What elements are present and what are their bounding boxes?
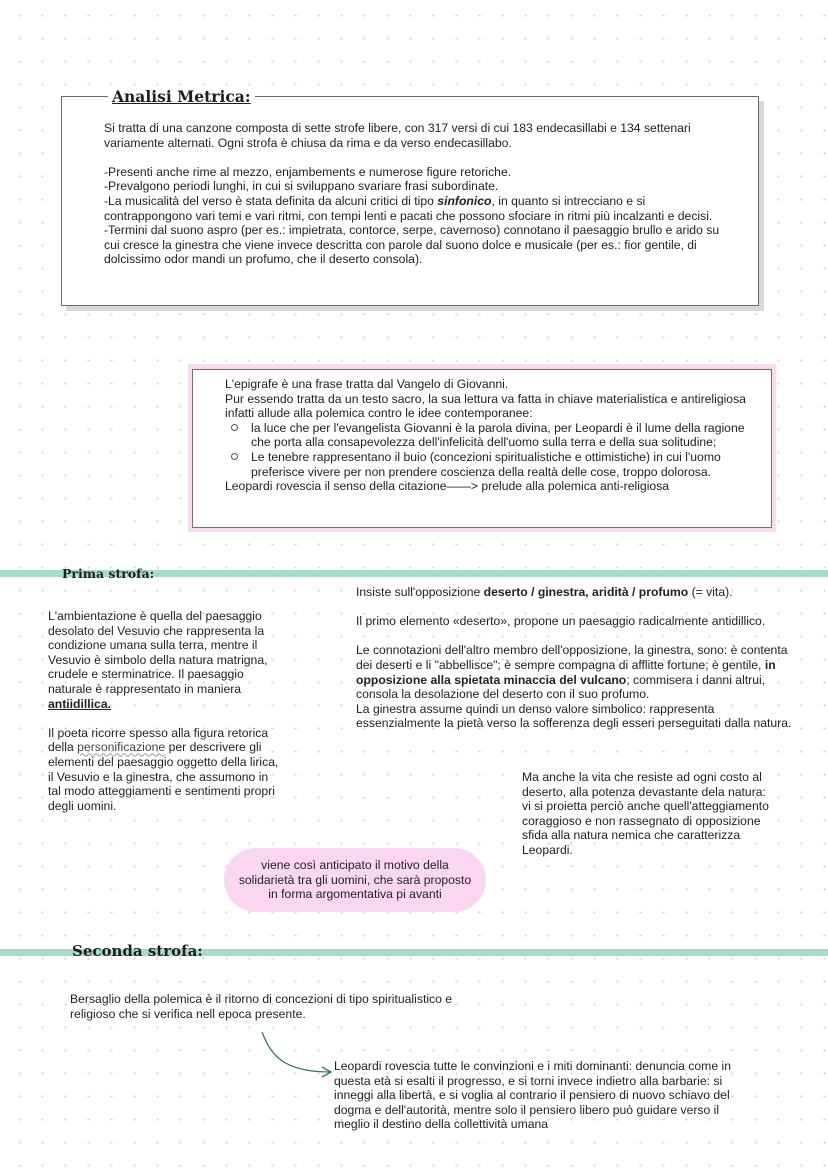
epigrafe-list — [225, 421, 755, 479]
solidarieta-highlight-note: viene così anticipato il motivo della solidarietà tra gli uomini, che sarà proposto in forma argomentativa pi avanti — [224, 848, 486, 912]
metrica-point-3: -La musicalità del verso è stata definita da alcuni critici di tipo sinfonico, in quanto si intrecciano e si contrappongono vari temi e vari ritmi, con tempi lenti e pacati che possono sfociare in ritmi più incalzanti e decisi. — [104, 193, 713, 223]
seconda-paragraph-2: Leopardi rovescia tutte le convinzioni e i miti dominanti: denuncia come in questa età si esalti il progresso, e si torni invece indietro alla barbarie: si inneggi alla libertà, e si voglia al contrario il pensiero di nuovo schiavo del dogma e dell'autorità, mentre solo il pensiero libero può guidare verso il meglio il destino della collettività umana — [334, 1059, 731, 1132]
metrica-point-4: -Termini dal suono aspro (per es.: impietrata, contorce, serpe, cavernoso) connotano il paesaggio brullo e arido su cui cresce la ginestra che viene invece descritta con parole dal suono dolce e musicale (per es.: fior gentile, di dolcissimo odor mandi un profumo, che il deserto consola). — [104, 223, 720, 267]
seconda-paragraph-1: Bersaglio della polemica è il ritorno di concezioni di tipo spiritualistico e religioso che si verifica nell epoca presente. — [70, 992, 453, 1021]
circle-bullet-icon — [231, 453, 238, 460]
metrica-intro: Si tratta di una canzone composta di sette strofe libere, con 317 versi di cui 183 endecasillabi e 134 settenari variamente alternati. Ogni strofa è chiusa da rima e da verso endecasillabo. — [104, 121, 691, 150]
prima-strofa-title: Prima strofa: — [62, 566, 155, 581]
prima-left-column — [48, 609, 284, 813]
circle-bullet-icon — [231, 424, 238, 431]
prima-right-paragraph-4: La ginestra assume quindi un denso valore simbolico: rappresenta essenzialmente la pietà verso la sofferenza degli esseri perseguitati dalla natura. — [356, 701, 792, 731]
prima-right-column — [356, 585, 801, 731]
prima-left-paragraph-2: Il poeta ricorre spesso alla figura retorica della personificazione per descrivere gli elementi del paesaggio oggetto della lirica, il Vesuvio e la ginestra, che assumono in tal modo atteggiamenti e sentimenti propri degli uomini. — [48, 725, 279, 813]
metrica-point-1: -Presenti anche rime al mezzo, enjambements e numerose figure retoriche. — [104, 164, 512, 179]
curved-arrow-icon — [258, 1030, 338, 1080]
epigrafe-line-1: L'epigrafe è una frase tratta dal Vangelo di Giovanni. — [225, 377, 509, 391]
prima-left-paragraph-1: L'ambientazione è quella del paesaggio desolato del Vesuvio che rappresenta la condizione umana sulla terra, mentre il Vesuvio è simbolo della natura matrigna, crudele e sterminatrice. Il paesaggio naturale è rappresentato in maniera antiidillica. — [48, 609, 268, 711]
epigrafe-line-2: Pur essendo tratta da un testo sacro, la sua lettura va fatta in chiave materialistica e antireligiosa infatti allude alla polemica contro le idee contemporanee: — [225, 391, 746, 421]
metrica-text — [104, 121, 724, 267]
metrica-point-2: -Prevalgono periodi lunghi, in cui si sviluppano svariare frasi subordinate. — [104, 179, 499, 194]
prima-right-paragraph-2: Il primo elemento «deserto», propone un paesaggio radicalmente antidillico. — [356, 614, 766, 629]
prima-right-paragraph-1: Insiste sull'opposizione deserto / ginestra, aridità / profumo (= vita). — [356, 585, 733, 599]
metrica-title: Analisi Metrica: — [108, 88, 255, 106]
prima-vita-note: Ma anche la vita che resiste ad ogni costo al deserto, alla potenza devastante dela natura: vi si proietta perciò anche quell'atteggiamento coraggioso e non rassegnato di opposizione sfida alla natura nemica che caratterizza Leopardi. — [522, 770, 769, 857]
epigrafe-text — [225, 377, 755, 494]
epigrafe-bullet-item: la luce che per l'evangelista Giovanni è la parola divina, per Leopardi è il lume della ragione che porta alla consapevolezza dell'infelicità dell'uomo sulla terra e della sua solitudine; — [225, 421, 755, 450]
prima-right-paragraph-3: Le connotazioni dell'altro membro dell'opposizione, la ginestra, sono: è contenta dei deserti e li "abbellisce"; è sempre compagna di afflitte fortune; è gentile, in opposizione alla spietata minaccia del vulcano; commisera i danni altrui, consola la desolazione del deserto con il suo profumo. — [356, 643, 788, 702]
seconda-strofa-title: Seconda strofa: — [72, 942, 203, 960]
epigrafe-line-3: Leopardi rovescia il senso della citazione——> prelude alla polemica anti-religiosa — [225, 479, 670, 494]
epigrafe-bullet-item: Le tenebre rappresentano il buio (concezioni spiritualistiche e ottimistiche) in cui l'uomo preferisce vivere per non prendere coscienza della realtà delle cose, troppo dolorosa. — [225, 450, 755, 479]
